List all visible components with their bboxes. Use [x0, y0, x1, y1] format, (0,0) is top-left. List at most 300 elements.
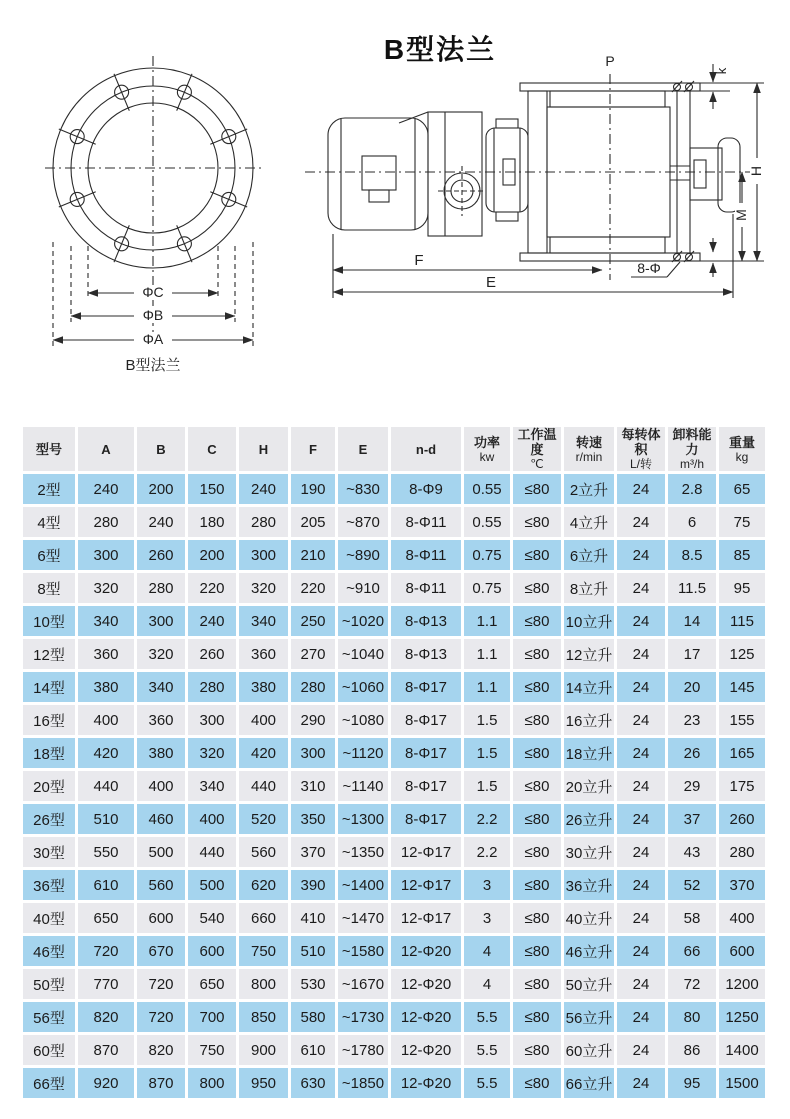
cell-17-2: 820: [137, 1035, 185, 1065]
cell-7-13: 155: [719, 705, 765, 735]
cell-12-6: ~1400: [338, 870, 388, 900]
cell-1-7: 8-Φ11: [391, 507, 461, 537]
cell-7-0: 16型: [23, 705, 75, 735]
cell-14-0: 46型: [23, 936, 75, 966]
cell-1-0: 4型: [23, 507, 75, 537]
dim-p-label: P: [605, 53, 615, 69]
cell-10-3: 400: [188, 804, 236, 834]
cell-2-4: 300: [239, 540, 288, 570]
cell-4-2: 300: [137, 606, 185, 636]
cell-13-3: 540: [188, 903, 236, 933]
cell-3-6: ~910: [338, 573, 388, 603]
cell-6-13: 145: [719, 672, 765, 702]
cell-18-1: 920: [78, 1068, 134, 1098]
cell-11-1: 550: [78, 837, 134, 867]
cell-18-0: 66型: [23, 1068, 75, 1098]
cell-6-4: 380: [239, 672, 288, 702]
column-header-13: 重量 kg: [719, 427, 765, 471]
cell-8-6: ~1120: [338, 738, 388, 768]
technical-drawing: [0, 0, 790, 422]
cell-16-12: 80: [668, 1002, 716, 1032]
cell-10-8: 2.2: [464, 804, 510, 834]
cell-0-9: ≤80: [513, 474, 561, 504]
cell-5-6: ~1040: [338, 639, 388, 669]
cell-7-3: 300: [188, 705, 236, 735]
cell-4-4: 340: [239, 606, 288, 636]
table-row-60型: [23, 1035, 765, 1065]
cell-12-13: 370: [719, 870, 765, 900]
cell-14-3: 600: [188, 936, 236, 966]
cell-12-5: 390: [291, 870, 335, 900]
cell-10-4: 520: [239, 804, 288, 834]
cell-11-0: 30型: [23, 837, 75, 867]
column-header-7: n-d: [391, 427, 461, 471]
cell-1-10: 4立升: [564, 507, 614, 537]
cell-4-0: 10型: [23, 606, 75, 636]
cell-9-9: ≤80: [513, 771, 561, 801]
cell-1-3: 180: [188, 507, 236, 537]
cell-9-6: ~1140: [338, 771, 388, 801]
cell-16-10: 56立升: [564, 1002, 614, 1032]
cell-15-5: 530: [291, 969, 335, 999]
cell-8-7: 8-Φ17: [391, 738, 461, 768]
cell-18-12: 95: [668, 1068, 716, 1098]
cell-8-2: 380: [137, 738, 185, 768]
cell-3-3: 220: [188, 573, 236, 603]
table-row-66型: [23, 1068, 765, 1098]
column-header-1: A: [78, 427, 134, 471]
column-header-6: E: [338, 427, 388, 471]
cell-11-10: 30立升: [564, 837, 614, 867]
cell-18-7: 12-Φ20: [391, 1068, 461, 1098]
cell-5-2: 320: [137, 639, 185, 669]
cell-5-1: 360: [78, 639, 134, 669]
cell-4-1: 340: [78, 606, 134, 636]
cell-18-3: 800: [188, 1068, 236, 1098]
cell-9-2: 400: [137, 771, 185, 801]
cell-9-7: 8-Φ17: [391, 771, 461, 801]
cell-16-11: 24: [617, 1002, 665, 1032]
cell-14-4: 750: [239, 936, 288, 966]
table-row-50型: [23, 969, 765, 999]
cell-5-3: 260: [188, 639, 236, 669]
cell-14-9: ≤80: [513, 936, 561, 966]
cell-6-9: ≤80: [513, 672, 561, 702]
cell-7-10: 16立升: [564, 705, 614, 735]
dim-f-label: F: [414, 252, 424, 269]
column-header-10: 转速 r/min: [564, 427, 614, 471]
cell-0-3: 150: [188, 474, 236, 504]
cell-17-6: ~1780: [338, 1035, 388, 1065]
table-row-56型: [23, 1002, 765, 1032]
cell-10-0: 26型: [23, 804, 75, 834]
cell-12-3: 500: [188, 870, 236, 900]
cell-2-0: 6型: [23, 540, 75, 570]
cell-15-9: ≤80: [513, 969, 561, 999]
cell-16-0: 56型: [23, 1002, 75, 1032]
cell-15-12: 72: [668, 969, 716, 999]
cell-18-2: 870: [137, 1068, 185, 1098]
cell-15-13: 1200: [719, 969, 765, 999]
cell-1-4: 280: [239, 507, 288, 537]
cell-9-4: 440: [239, 771, 288, 801]
cell-13-0: 40型: [23, 903, 75, 933]
cell-15-3: 650: [188, 969, 236, 999]
cell-4-6: ~1020: [338, 606, 388, 636]
cell-3-13: 95: [719, 573, 765, 603]
cell-18-5: 630: [291, 1068, 335, 1098]
cell-4-13: 115: [719, 606, 765, 636]
cell-7-7: 8-Φ17: [391, 705, 461, 735]
cell-10-12: 37: [668, 804, 716, 834]
table-row-2型: [23, 474, 765, 504]
cell-8-3: 320: [188, 738, 236, 768]
dim-f: [333, 234, 602, 298]
cell-7-6: ~1080: [338, 705, 388, 735]
cell-6-2: 340: [137, 672, 185, 702]
cell-6-6: ~1060: [338, 672, 388, 702]
cell-16-9: ≤80: [513, 1002, 561, 1032]
cell-6-10: 14立升: [564, 672, 614, 702]
table-row-16型: [23, 705, 765, 735]
cell-13-8: 3: [464, 903, 510, 933]
cell-2-9: ≤80: [513, 540, 561, 570]
cell-4-3: 240: [188, 606, 236, 636]
cell-5-4: 360: [239, 639, 288, 669]
cell-18-4: 950: [239, 1068, 288, 1098]
cell-2-7: 8-Φ11: [391, 540, 461, 570]
cell-10-5: 350: [291, 804, 335, 834]
cell-17-12: 86: [668, 1035, 716, 1065]
cell-1-6: ~870: [338, 507, 388, 537]
cell-5-7: 8-Φ13: [391, 639, 461, 669]
cell-12-0: 36型: [23, 870, 75, 900]
cell-13-6: ~1470: [338, 903, 388, 933]
cell-11-5: 370: [291, 837, 335, 867]
cell-2-12: 8.5: [668, 540, 716, 570]
cell-17-5: 610: [291, 1035, 335, 1065]
cell-8-10: 18立升: [564, 738, 614, 768]
cell-8-9: ≤80: [513, 738, 561, 768]
cell-2-1: 300: [78, 540, 134, 570]
cell-2-6: ~890: [338, 540, 388, 570]
cell-1-1: 280: [78, 507, 134, 537]
cell-14-7: 12-Φ20: [391, 936, 461, 966]
cell-1-8: 0.55: [464, 507, 510, 537]
valve-side-view: [305, 53, 764, 298]
cell-4-9: ≤80: [513, 606, 561, 636]
cell-0-11: 24: [617, 474, 665, 504]
gearbox: [399, 112, 486, 236]
cell-5-8: 1.1: [464, 639, 510, 669]
cell-6-7: 8-Φ17: [391, 672, 461, 702]
cell-6-11: 24: [617, 672, 665, 702]
cell-3-7: 8-Φ11: [391, 573, 461, 603]
cell-16-13: 1250: [719, 1002, 765, 1032]
column-header-8: 功率 kw: [464, 427, 510, 471]
cell-8-1: 420: [78, 738, 134, 768]
cell-16-3: 700: [188, 1002, 236, 1032]
cell-11-12: 43: [668, 837, 716, 867]
cell-2-11: 24: [617, 540, 665, 570]
cell-3-2: 280: [137, 573, 185, 603]
cell-10-10: 26立升: [564, 804, 614, 834]
cell-12-2: 560: [137, 870, 185, 900]
cell-11-8: 2.2: [464, 837, 510, 867]
cell-12-4: 620: [239, 870, 288, 900]
cell-6-1: 380: [78, 672, 134, 702]
coupling: [486, 119, 528, 221]
cell-15-10: 50立升: [564, 969, 614, 999]
cell-9-5: 310: [291, 771, 335, 801]
cell-4-5: 250: [291, 606, 335, 636]
dim-phi-b-label: ΦB: [142, 307, 164, 323]
cell-14-2: 670: [137, 936, 185, 966]
cell-12-11: 24: [617, 870, 665, 900]
cell-12-9: ≤80: [513, 870, 561, 900]
cell-18-6: ~1850: [338, 1068, 388, 1098]
cell-14-12: 66: [668, 936, 716, 966]
cell-8-0: 18型: [23, 738, 75, 768]
cell-3-8: 0.75: [464, 573, 510, 603]
cell-14-5: 510: [291, 936, 335, 966]
cell-14-6: ~1580: [338, 936, 388, 966]
cell-8-12: 26: [668, 738, 716, 768]
cell-3-1: 320: [78, 573, 134, 603]
cell-17-3: 750: [188, 1035, 236, 1065]
cell-13-2: 600: [137, 903, 185, 933]
cell-17-13: 1400: [719, 1035, 765, 1065]
cell-17-0: 60型: [23, 1035, 75, 1065]
cell-11-7: 12-Φ17: [391, 837, 461, 867]
cell-4-8: 1.1: [464, 606, 510, 636]
cell-10-6: ~1300: [338, 804, 388, 834]
cell-13-11: 24: [617, 903, 665, 933]
cell-1-11: 24: [617, 507, 665, 537]
cell-15-0: 50型: [23, 969, 75, 999]
cell-11-9: ≤80: [513, 837, 561, 867]
cell-17-11: 24: [617, 1035, 665, 1065]
dim-k-label: k: [714, 67, 729, 75]
table-row-36型: [23, 870, 765, 900]
column-header-11: 每转体积 L/转: [617, 427, 665, 471]
cell-1-13: 75: [719, 507, 765, 537]
cell-2-5: 210: [291, 540, 335, 570]
cell-6-5: 280: [291, 672, 335, 702]
cell-2-13: 85: [719, 540, 765, 570]
cell-17-1: 870: [78, 1035, 134, 1065]
cell-8-11: 24: [617, 738, 665, 768]
cell-18-8: 5.5: [464, 1068, 510, 1098]
column-header-4: H: [239, 427, 288, 471]
cell-14-8: 4: [464, 936, 510, 966]
cell-16-4: 850: [239, 1002, 288, 1032]
cell-11-4: 560: [239, 837, 288, 867]
table-row-30型: [23, 837, 765, 867]
cell-15-2: 720: [137, 969, 185, 999]
cell-13-5: 410: [291, 903, 335, 933]
cell-0-1: 240: [78, 474, 134, 504]
cell-15-4: 800: [239, 969, 288, 999]
cell-13-4: 660: [239, 903, 288, 933]
cell-6-12: 20: [668, 672, 716, 702]
bolt-callout: [631, 260, 680, 277]
cell-4-12: 14: [668, 606, 716, 636]
cell-5-5: 270: [291, 639, 335, 669]
cell-5-9: ≤80: [513, 639, 561, 669]
cell-17-4: 900: [239, 1035, 288, 1065]
table-row-12型: [23, 639, 765, 669]
cell-15-8: 4: [464, 969, 510, 999]
cell-0-13: 65: [719, 474, 765, 504]
cell-17-10: 60立升: [564, 1035, 614, 1065]
cell-3-12: 11.5: [668, 573, 716, 603]
cell-0-0: 2型: [23, 474, 75, 504]
cell-8-8: 1.5: [464, 738, 510, 768]
cell-12-10: 36立升: [564, 870, 614, 900]
cell-9-11: 24: [617, 771, 665, 801]
dim-m-label: M: [733, 209, 749, 221]
cell-10-7: 8-Φ17: [391, 804, 461, 834]
cell-4-7: 8-Φ13: [391, 606, 461, 636]
cell-9-8: 1.5: [464, 771, 510, 801]
cell-0-4: 240: [239, 474, 288, 504]
cell-0-2: 200: [137, 474, 185, 504]
column-header-9: 工作温度 ℃: [513, 427, 561, 471]
cell-0-5: 190: [291, 474, 335, 504]
cell-14-10: 46立升: [564, 936, 614, 966]
flange-front-view: [45, 56, 262, 374]
dim-phi-c-label: ΦC: [142, 284, 164, 300]
cell-3-0: 8型: [23, 573, 75, 603]
cell-9-3: 340: [188, 771, 236, 801]
table-row-10型: [23, 606, 765, 636]
cell-16-6: ~1730: [338, 1002, 388, 1032]
cell-6-3: 280: [188, 672, 236, 702]
cell-7-11: 24: [617, 705, 665, 735]
cell-0-10: 2立升: [564, 474, 614, 504]
cell-14-11: 24: [617, 936, 665, 966]
cell-11-2: 500: [137, 837, 185, 867]
table-body: [23, 474, 765, 1098]
cell-7-1: 400: [78, 705, 134, 735]
cell-10-2: 460: [137, 804, 185, 834]
cell-9-13: 175: [719, 771, 765, 801]
cell-18-9: ≤80: [513, 1068, 561, 1098]
page-title: B型法兰: [383, 34, 497, 65]
dim-k: [700, 64, 764, 109]
cell-6-8: 1.1: [464, 672, 510, 702]
cell-10-11: 24: [617, 804, 665, 834]
cell-16-2: 720: [137, 1002, 185, 1032]
motor: [328, 118, 428, 230]
table-row-20型: [23, 771, 765, 801]
cell-7-4: 400: [239, 705, 288, 735]
table-row-14型: [23, 672, 765, 702]
cell-3-4: 320: [239, 573, 288, 603]
cell-3-11: 24: [617, 573, 665, 603]
cell-5-13: 125: [719, 639, 765, 669]
cell-12-12: 52: [668, 870, 716, 900]
column-header-12: 卸料能力 m³/h: [668, 427, 716, 471]
cell-2-2: 260: [137, 540, 185, 570]
table-row-8型: [23, 573, 765, 603]
cell-8-4: 420: [239, 738, 288, 768]
cell-8-5: 300: [291, 738, 335, 768]
cell-6-0: 14型: [23, 672, 75, 702]
cell-1-2: 240: [137, 507, 185, 537]
dim-e-label: E: [485, 274, 497, 291]
table-row-18型: [23, 738, 765, 768]
cell-13-7: 12-Φ17: [391, 903, 461, 933]
cell-7-5: 290: [291, 705, 335, 735]
table-header-row: [23, 427, 765, 471]
cell-15-11: 24: [617, 969, 665, 999]
cell-7-8: 1.5: [464, 705, 510, 735]
cell-9-1: 440: [78, 771, 134, 801]
cell-10-1: 510: [78, 804, 134, 834]
cell-18-10: 66立升: [564, 1068, 614, 1098]
cell-0-6: ~830: [338, 474, 388, 504]
cell-4-11: 24: [617, 606, 665, 636]
cell-9-0: 20型: [23, 771, 75, 801]
column-header-0: 型号: [23, 427, 75, 471]
cell-11-13: 280: [719, 837, 765, 867]
cell-16-8: 5.5: [464, 1002, 510, 1032]
cell-18-11: 24: [617, 1068, 665, 1098]
cell-2-8: 0.75: [464, 540, 510, 570]
cell-4-10: 10立升: [564, 606, 614, 636]
cell-0-12: 2.8: [668, 474, 716, 504]
cell-11-6: ~1350: [338, 837, 388, 867]
cell-15-6: ~1670: [338, 969, 388, 999]
column-header-3: C: [188, 427, 236, 471]
dim-h-label: H: [748, 165, 764, 177]
table-row-46型: [23, 936, 765, 966]
cell-0-8: 0.55: [464, 474, 510, 504]
cell-5-12: 17: [668, 639, 716, 669]
cell-1-9: ≤80: [513, 507, 561, 537]
table-row-40型: [23, 903, 765, 933]
cell-7-12: 23: [668, 705, 716, 735]
flange-caption: B型法兰: [125, 357, 181, 374]
cell-2-3: 200: [188, 540, 236, 570]
cell-11-11: 24: [617, 837, 665, 867]
cell-13-9: ≤80: [513, 903, 561, 933]
cell-15-7: 12-Φ20: [391, 969, 461, 999]
cell-15-1: 770: [78, 969, 134, 999]
spec-table: [20, 424, 768, 1101]
cell-14-1: 720: [78, 936, 134, 966]
cell-2-10: 6立升: [564, 540, 614, 570]
cell-17-7: 12-Φ20: [391, 1035, 461, 1065]
cell-18-13: 1500: [719, 1068, 765, 1098]
dim-phi-a-label: ΦA: [142, 331, 164, 347]
table-row-4型: [23, 507, 765, 537]
cell-12-1: 610: [78, 870, 134, 900]
cell-9-12: 29: [668, 771, 716, 801]
cell-13-10: 40立升: [564, 903, 614, 933]
cell-17-9: ≤80: [513, 1035, 561, 1065]
dim-h: [748, 83, 764, 261]
cell-13-13: 400: [719, 903, 765, 933]
cell-7-2: 360: [137, 705, 185, 735]
cell-3-5: 220: [291, 573, 335, 603]
cell-5-10: 12立升: [564, 639, 614, 669]
cell-7-9: ≤80: [513, 705, 561, 735]
cell-9-10: 20立升: [564, 771, 614, 801]
cell-8-13: 165: [719, 738, 765, 768]
